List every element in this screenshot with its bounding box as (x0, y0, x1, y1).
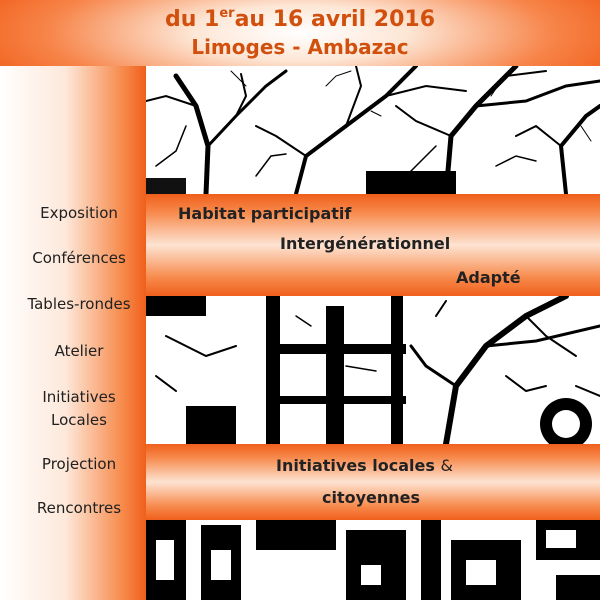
theme-band-habitat (146, 194, 600, 296)
sidebar-item-exposition: Exposition (40, 204, 118, 222)
sidebar-item-conferences: Conférences (32, 249, 126, 267)
ampersand: & (440, 456, 453, 475)
sidebar-item-tables-rondes: Tables-rondes (27, 295, 131, 313)
window-tree-image (146, 296, 600, 444)
tree-photo (146, 66, 600, 194)
activities-sidebar (0, 66, 146, 600)
date-superscript: er (219, 6, 235, 21)
bottom-photo (146, 520, 600, 600)
sidebar-item-initiatives: Initiatives (42, 388, 116, 406)
people-contrast-image (146, 520, 600, 600)
theme-initiatives-locales: Initiatives locales & (276, 456, 453, 475)
theme-citoyennes: citoyennes (322, 488, 421, 507)
event-dates: du 1erau 16 avril 2016 (164, 6, 436, 32)
sidebar-item-projection: Projection (41, 455, 117, 473)
theme-intergenerationnel: Intergénérationnel (280, 234, 451, 253)
sidebar-item-locales: Locales (51, 411, 107, 429)
sidebar-item-rencontres: Rencontres (36, 499, 122, 517)
theme-band-initiatives (146, 444, 600, 520)
theme-habitat-participatif: Habitat participatif (178, 204, 352, 223)
window-photo (146, 296, 600, 444)
tree-branches-image (146, 66, 600, 194)
sidebar-item-atelier: Atelier (54, 342, 104, 360)
event-location: Limoges - Ambazac (191, 35, 409, 59)
header-banner (0, 0, 600, 66)
theme-adapte: Adapté (456, 268, 521, 287)
